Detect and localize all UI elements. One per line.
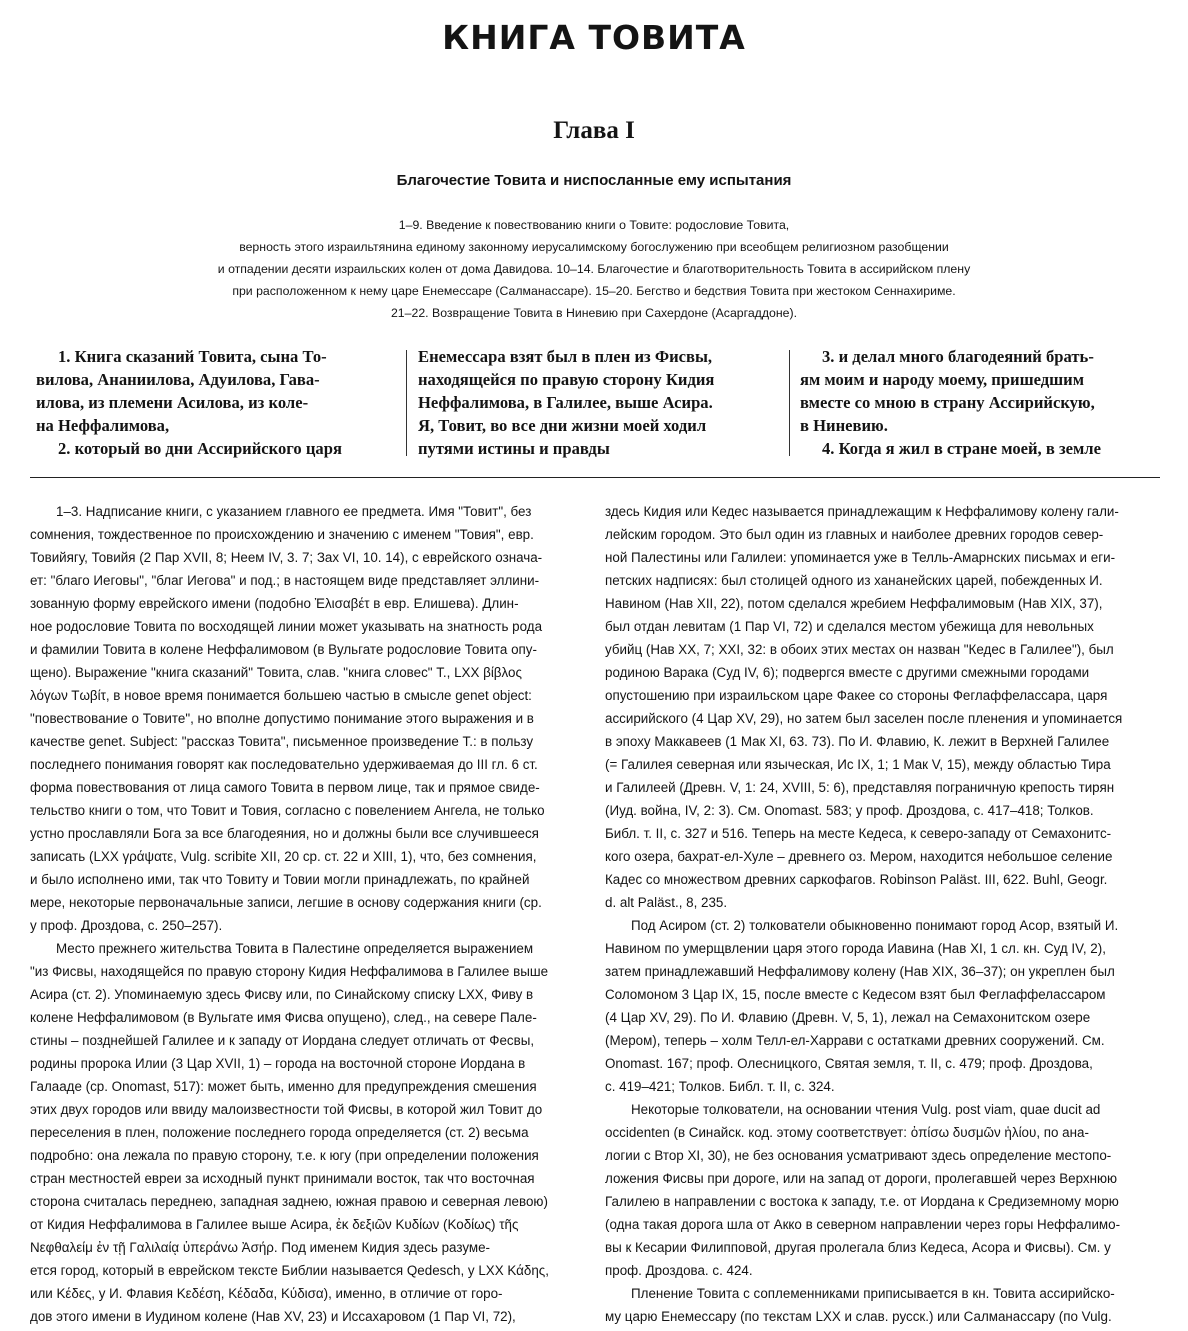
commentary-line: от Кидия Неффалимова в Галилее выше Асира, ἐκ δεξιῶν Κυδίων (Κοδίως) τῆς: [30, 1217, 519, 1232]
commentary-line: записать (LXX γράψατε, Vulg. scribite XII, 20 ср. ст. 22 и XIII, 1), что, без сомнения,: [30, 849, 537, 864]
commentary-line: был отдан левитам (1 Пар VI, 72) и сделался местом убежища для невольных: [605, 619, 1094, 634]
commentary-line: форма повествования от лица самого Товита в первом лице, так и прямое свиде-: [30, 780, 540, 795]
commentary-line: 1–3. Надписание книги, с указанием главного ее предмета. Имя "Товит", без: [56, 504, 532, 519]
commentary-line: Навином (Нав XII, 22), потом сделался жребием Неффалимовым (Нав XIX, 37),: [605, 596, 1103, 611]
summary-line: и отпадении десяти израильских колен от дома Давидова. 10–14. Благочестие и благотворительность Товита в ассирийском плену: [217, 262, 971, 276]
commentary-line: ной Палестины или Галилеи: упоминается уже в Телль-Амарнских письмах и еги-: [605, 550, 1116, 565]
verse-column-2: [418, 345, 780, 460]
verse-column-1: [36, 345, 398, 460]
commentary-line: стины – позднейшей Галилее и к западу от Иордана следует отличать от Фесвы,: [30, 1033, 535, 1048]
verse-line: 4. Когда я жил в стране моей, в земле: [822, 439, 1101, 458]
commentary-line: (одна такая дорога шла от Акко в северном направлении через горы Неффалимо-: [605, 1217, 1121, 1232]
commentary-line: качестве genet. Subject: "рассказ Товита", письменное произведение Т.: в пользу: [30, 734, 534, 749]
commentary-line: колене Неффалимовом (в Вульгате имя Фисва опущено), след., на севере Пале-: [30, 1010, 537, 1025]
verse-line: 1. Книга сказаний Товита, сына То-: [58, 347, 327, 366]
commentary-line: Галилею в направлении с востока к западу, т.е. от Иордана к Средиземному морю: [605, 1194, 1119, 1209]
commentary-line: Кадес со множеством древних саркофагов. Robinson Paläst. III, 622. Buhl, Geogr.: [605, 872, 1108, 887]
commentary-line: устно прославляли Бога за все благодеяния, но и должны были все случившееся: [30, 826, 539, 841]
verse-line: 3. и делал много благодеяний брать-: [822, 347, 1094, 366]
commentary-line: и фамилии Товита в колене Неффалимовом (в Вульгате родословие Товита опу-: [30, 642, 537, 657]
commentary-column-right: [605, 500, 1170, 1328]
commentary-line: "из Фисвы, находящейся по правую сторону Кидия Неффалимова в Галилее выше: [30, 964, 549, 979]
commentary-line: λόγων Τωβίτ, в новое время понимается большею частью в смысле genet object:: [30, 688, 532, 703]
commentary-line: дов этого имени в Иудином колене (Нав XV, 23) и Иссахаровом (1 Пар VI, 72),: [30, 1309, 516, 1324]
commentary-line: occidenten (в Синайск. код. этому соответствует: ὀπίσω δυσμῶν ἡλίου, по ана-: [605, 1125, 1089, 1140]
summary-line: верность этого израильтянина единому законному иерусалимскому богослужению при всеобщем религиозном разобщении: [239, 240, 949, 254]
commentary-line: (4 Цар XV, 29). По И. Флавию (Древн. V, 5, 1), лежал на Семахонитском озере: [605, 1010, 1091, 1025]
commentary-line: вы к Кесарии Филипповой, другая пролегала близ Кедеса, Асора и Фисвы). См. у: [605, 1240, 1111, 1255]
commentary-line: затем принадлежавший Неффалимову колену (Нав XIX, 36–37); он укреплен был: [605, 964, 1115, 979]
verse-column-3: [800, 345, 1162, 460]
verse-line: илова, из племени Асилова, из коле-: [36, 393, 309, 412]
chapter-subtitle: Благочестие Товита и ниспосланные ему испытания: [396, 172, 792, 189]
column-divider: [789, 350, 790, 456]
commentary-line: родиною Варака (Суд IV, 6); подвергся вместе с другими смежными городами: [605, 665, 1090, 680]
verse-line: Неффалимова, в Галилее, выше Асира.: [418, 393, 713, 412]
commentary-line: последнего понимания говорят как последовательно удерживаемая до III гл. 6 ст.: [30, 757, 538, 772]
commentary-line: этих двух городов или ввиду малоизвестности той Фисвы, в которой жил Товит до: [30, 1102, 543, 1117]
commentary-line: ассирийского (4 Цар XV, 29), но затем был заселен после пленения и упоминается: [605, 711, 1123, 726]
commentary-line: Пленение Товита с соплеменниками приписывается в кн. Товита ассирийско-: [631, 1286, 1115, 1301]
commentary-line: "повествование о Товите", но вполне допустимо понимание этого выражения и в: [30, 711, 534, 726]
summary-line: 1–9. Введение к повествованию книги о Товите: родословие Товита,: [398, 218, 790, 232]
verse-line: вместе со мною в страну Ассирийскую,: [800, 393, 1095, 412]
verse-line: вилова, Ананиилова, Адуилова, Гава-: [36, 370, 320, 389]
verse-line: путями истины и правды: [418, 439, 610, 458]
commentary-line: Навином по умерщвлении царя этого города Иавина (Нав XI, 1 сл. кн. Суд IV, 2),: [605, 941, 1106, 956]
commentary-column-left: [30, 500, 595, 1328]
commentary-line: кого озера, бахрат-ел-Хуле – древнего оз. Мером, находится небольшое селение: [605, 849, 1113, 864]
commentary-line: ное родословие Товита по восходящей линии может указывать на знатность рода: [30, 619, 543, 634]
commentary-line: Некоторые толкователи, на основании чтения Vulg. post viam, quae ducit ad: [631, 1102, 1101, 1117]
verse-line: в Ниневию.: [800, 416, 888, 435]
verse-line: 2. который во дни Ассирийского царя: [58, 439, 342, 458]
commentary-line: убийц (Нав XX, 7; XXI, 32: в обоих этих местах он назван "Кедес в Галилее"), был: [605, 642, 1114, 657]
commentary-line: опустошению при израильском царе Факее со стороны Феглаффелассара, царя: [605, 688, 1108, 703]
commentary-line: петских надписях: был столицей одного из хананейских царей, побежденных И.: [605, 573, 1103, 588]
commentary-line: ложения Фисвы при дороге, или на запад от дороги, пролегавшей через Верхнюю: [605, 1171, 1118, 1186]
commentary-line: переселения в плен, положение последнего города определяется (ст. 2) весьма: [30, 1125, 529, 1140]
commentary-line: сторона считалась переднею, западная заднею, южная правою и северная левою): [30, 1194, 548, 1209]
commentary-line: зованную форму еврейского имени (подобно Ἐλισαβέτ в евр. Елишева). Длин-: [30, 596, 519, 611]
commentary-line: в эпоху Маккавеев (1 Мак XI, 63. 73). По И. Флавию, К. лежит в Верхней Галилее: [605, 734, 1110, 749]
commentary-line: и Галилеей (Древн. V, 1: 24, XVIII, 5: 6), представляя пограничную крепость тирян: [605, 780, 1115, 795]
commentary-line: Галааде (ср. Onomast, 517): может быть, именно для предупреждения смешения: [30, 1079, 537, 1094]
commentary-line: лейским городом. Это был один из главных и наиболее древних городов север-: [605, 527, 1104, 542]
column-divider: [406, 350, 407, 456]
commentary-line: проф. Дроздова. с. 424.: [605, 1263, 753, 1278]
commentary-line: сомнения, тождественное по происхождению и значению с именем "Товия", евр.: [30, 527, 534, 542]
commentary-line: Библ. т. II, с. 327 и 516. Теперь на месте Кедеса, к северо-западу от Семахонитс-: [605, 826, 1112, 841]
commentary-line: Onomast. 167; проф. Олесницкого, Святая земля, т. II, с. 479; проф. Дроздова,: [605, 1056, 1093, 1071]
chapter-summary: [160, 214, 1028, 324]
commentary-line: тельство книги о том, что Товит и Товия, согласно с повелением Ангела, не только: [30, 803, 545, 818]
commentary-line: мере, некоторые первоначальные записи, легшие в основу содержания книги (ср.: [30, 895, 542, 910]
commentary-line: родины пророка Илии (3 Цар XVII, 1) – города на восточной стороне Иордана в: [30, 1056, 526, 1071]
verse-line: ям моим и народу моему, пришедшим: [800, 370, 1085, 389]
summary-line: 21–22. Возвращение Товита в Ниневию при Сахердоне (Асаргаддоне).: [390, 306, 798, 320]
verse-line: Енемессара взят был в плен из Фисвы,: [418, 347, 713, 366]
commentary-line: и было исполнено ими, так что Товиту и Товии могли принадлежать, по крайней: [30, 872, 530, 887]
commentary-line: ет: "благо Иеговы", "благ Иегова" и под.; в настоящем виде представляет эллини-: [30, 573, 540, 588]
commentary-line: подробно: она лежала по правую сторону, т.е. к югу (при определении положения: [30, 1148, 539, 1163]
commentary-line: (= Галилея северная или языческая, Ис IX, 1; 1 Мак V, 15), между областью Тира: [605, 757, 1111, 772]
commentary-line: с. 419–421; Толков. Библ. т. II, с. 324.: [605, 1079, 835, 1094]
commentary-line: ется город, который в еврейском тексте Библии называется Qedesch, у LXX Κάδης,: [30, 1263, 549, 1278]
commentary-line: Соломоном 3 Цар IX, 15, после вместе с Кедесом взят был Феглаффелассаром: [605, 987, 1106, 1002]
verse-line: Я, Товит, во все дни жизни моей ходил: [418, 416, 707, 435]
commentary-line: Товийягу, Товийя (2 Пар XVII, 8; Неем IV, 3. 7; Зах VI, 10. 14), с еврейского означа-: [30, 550, 543, 565]
commentary-line: Под Асиром (ст. 2) толкователи обыкновенно понимают город Асор, взятый И.: [631, 918, 1119, 933]
commentary-line: щено). Выражение "книга сказаний" Товита, слав. "книга словес" Т., LXX βίβλος: [30, 665, 522, 680]
commentary-line: (Мером), теперь – холм Телл-ел-Харрави с остатками древних сооружений. См.: [605, 1033, 1105, 1048]
summary-line: при расположенном к нему царе Енемессаре (Салманассаре). 15–20. Бегство и бедствия Товита при жестоком Сеннахириме.: [232, 284, 956, 298]
book-title: КНИГА ТОВИТА: [442, 18, 746, 57]
commentary-line: Асира (ст. 2). Упоминаемую здесь Фисву или, по Синайскому списку LXX, Фиву в: [30, 987, 534, 1002]
section-rule: [30, 477, 1160, 478]
commentary-line: му царю Енемессару (по текстам LXX и слав. русск.) или Салманассару (по Vulg.: [605, 1309, 1112, 1324]
commentary-line: Место прежнего жительства Товита в Палестине определяется выражением: [56, 941, 534, 956]
commentary-line: d. alt Paläst., 8, 235.: [605, 895, 728, 910]
verse-line: находящейся по правую сторону Кидия: [418, 370, 715, 389]
verse-line: на Неффалимова,: [36, 416, 170, 435]
commentary-line: у проф. Дроздова, с. 250–257).: [30, 918, 223, 933]
commentary-line: Νεφθαλείμ ἐν τῇ Γαλιλαίᾳ ὑπεράνω Ἀσήρ. Под именем Кидия здесь разуме-: [30, 1240, 490, 1255]
commentary-line: здесь Кидия или Кедес называется принадлежащим к Неффалимову колену гали-: [605, 504, 1119, 519]
commentary-line: (Иуд. война, IV, 2: 3). См. Onomast. 583; у проф. Дроздова, с. 417–418; Толков.: [605, 803, 1094, 818]
commentary-line: или Κέδες, у И. Флавия Κεδέση, Κέδαδα, Κύδισα), именно, в отличие от горо-: [30, 1286, 503, 1301]
chapter-title: Глава I: [553, 117, 635, 144]
commentary-line: стран местностей евреи за исходный пункт принимали восток, так что восточная: [30, 1171, 535, 1186]
commentary-line: логии с Втор XI, 30), не без основания усматривают здесь определение местопо-: [605, 1148, 1112, 1163]
